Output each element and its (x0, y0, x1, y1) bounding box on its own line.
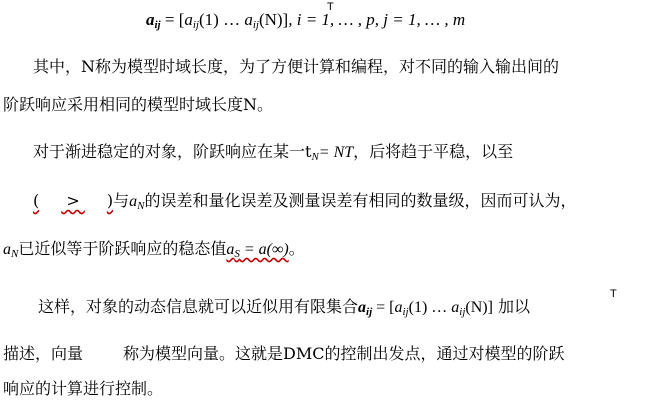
para3-line1-pre: 这样，对象的动态信息就可以近似用有限集合 (38, 297, 359, 316)
formula-term1-arg: (1) … (199, 10, 245, 29)
para1-line1: 其中，N称为模型时域长度，为了方便计算和编程，对不同的输入输出间的 (33, 57, 560, 76)
para2-tn-sub: N (311, 151, 319, 163)
para2-line1-text: 对于渐进稳定的对象，阶跃响应在某一t (33, 142, 312, 161)
formula-range: , i = 1, … , p, j = 1, … , m (288, 10, 466, 29)
para3-t1-arg: (1) … (408, 299, 452, 316)
formula-term2: a (244, 10, 253, 29)
para2-an2: a (3, 241, 11, 258)
para2-line1 (33, 141, 513, 168)
para2-an2-sub: N (11, 248, 19, 260)
para2-an: a (129, 193, 138, 210)
para3-transpose: T (610, 288, 617, 300)
formula-eq: = [ (160, 10, 185, 29)
para2-inequality: ( > ) (3, 191, 113, 210)
formula-term2-arg: (N)] (258, 10, 289, 29)
blank-vector (83, 344, 123, 363)
para2-line2-post: 的误差和量化误差及测量误差有相同的数量级，因而可认为， (144, 191, 577, 210)
formula-transpose: T (327, 1, 334, 13)
blank-var-3 (85, 190, 107, 212)
para3-bold-a-sub: ij (366, 306, 373, 318)
para3-line2-pre: 描述，向量 (3, 344, 84, 363)
blank-var-1 (3, 190, 33, 212)
para3-t1: a (394, 299, 403, 316)
formula-lhs: a (146, 10, 155, 29)
formula-lhs-sub: ij (154, 19, 161, 31)
formula-term1: a (184, 10, 193, 29)
para1-line2: 阶跃响应采用相同的模型时域长度N。 (3, 95, 274, 114)
para2-line1-post: ，后将趋于平稳，以至 (353, 142, 514, 161)
para3-t2: a (451, 299, 460, 316)
para2-line3-end: 。 (288, 239, 305, 258)
para3-line1 (38, 296, 530, 323)
para3-line1-post: 加以 (492, 297, 531, 316)
para3-eq: = [ (372, 299, 395, 316)
para2-line3-mid: 已近似等于阶跃响应的稳态值 (18, 239, 227, 258)
para3-t2-arg: (N)] (465, 299, 493, 316)
para2-line2 (3, 190, 576, 217)
blank-var-2 (39, 190, 61, 212)
formula-term2-sub: ij (252, 19, 259, 31)
para2-with: 与 (113, 191, 130, 210)
para3-line3: 响应的计算进行控制。 (3, 379, 164, 398)
para2-nt-eq: = NT (318, 144, 354, 161)
para3-t1-sub: ij (402, 306, 409, 318)
para2-steady-value: $a_S = a(\infty)$ (226, 241, 289, 260)
formula-top (146, 9, 465, 36)
para3-line2 (3, 343, 564, 365)
formula-term1-sub: ij (192, 19, 199, 31)
para2-an-sub: N (137, 200, 145, 212)
para3-bold-a: a (358, 299, 367, 316)
para3-line2-post: 称为模型向量。这就是DMC的控制出发点，通过对模型的阶跃 (123, 344, 565, 363)
para2-line3 (3, 238, 305, 265)
para3-t2-sub: ij (459, 306, 466, 318)
